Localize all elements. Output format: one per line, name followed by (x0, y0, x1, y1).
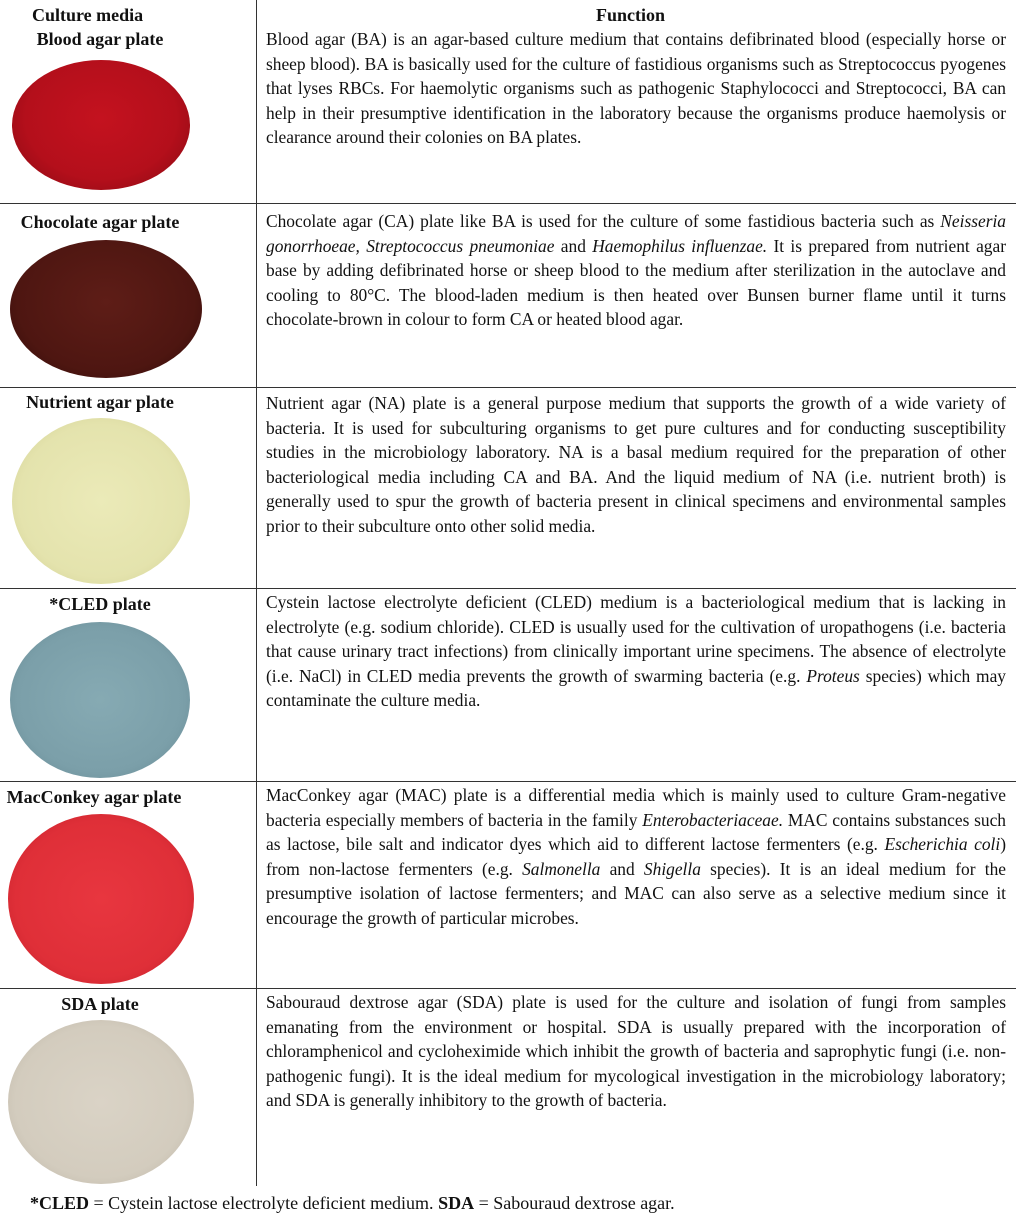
cled-description: Cystein lactose electrolyte deficient (CLED) medium is a bacteriological medium that is lacking in electrolyte (e.g. sodium chloride). CLED is usually used for the cultivation of uropathogens (i.e. bacteria that cause urinary tract infections) from clinically important urine specimens. The absence of electrolyte (i.e. NaCl) in CLED media prevents the growth of swarming bacteria (e.g. Proteus species) which may contaminate the culture media. (266, 592, 1007, 710)
nutrient-agar-description: Nutrient agar (NA) plate is a general purpose medium that supports the growth of a wide variety of bacteria. It is used for subculturing organisms to get pure cultures and for conducting susceptibility studies in the microbiology laboratory. NA is a basal medium required for the preparation of other bacteriological media including CA and BA. And the liquid medium of NA (i.e. nutrient broth) is generally used to spur the growth of bacteria present in clinical specimens and environmental samples prior to their subculture onto other solid media. (266, 393, 1006, 536)
media-name-blood-agar: Blood agar plate (36, 29, 164, 49)
row-border (0, 387, 1016, 388)
row-border (0, 588, 1016, 589)
abbreviations-footnote: *CLED = Cystein lactose electrolyte deficient medium. SDA = Sabouraud dextrose agar. (30, 1193, 675, 1213)
blood-agar-description: Blood agar (BA) is an agar-based culture medium that contains defibrinated blood (especially horse or sheep blood). BA is basically used for the culture of fastidious organisms such as Streptococcus pyogenes that lyses RBCs. For haemolytic organisms such as pathogenic Staphylococci and Streptococci, BA can help in their presumptive identification in the laboratory because the organisms produce haemolysis or clearance around their colonies on BA plates. (266, 29, 1006, 147)
row-border (0, 203, 1016, 204)
media-name-sda: SDA plate (61, 994, 139, 1014)
row-border (0, 781, 1016, 782)
media-name-cled: *CLED plate (49, 594, 151, 614)
header-culture-media: Culture media (32, 5, 144, 25)
column-divider (256, 0, 257, 1186)
sda-description: Sabouraud dextrose agar (SDA) plate is used for the culture and isolation of fungi from samples emanating from the environment or hospital. SDA is usually prepared with the incorporation of chloramphenicol and cycloheximide which inhibit the growth of bacteria and saprophytic fungi (i.e. non-pathogenic fungi). It is the ideal medium for mycological investigation in the microbiology laboratory; and SDA is generally inhibitory to the growth of bacteria. (266, 992, 1006, 1110)
chocolate-agar-plate-image (10, 240, 202, 378)
nutrient-agar-plate-image (12, 418, 190, 584)
macconkey-agar-description: MacConkey agar (MAC) plate is a differential media which is mainly used to culture Gram-negative bacteria especially members of bacteria in the family Enterobacteriaceae. MAC contains substances such as lactose, bile salt and indicator dyes which aid to different lactose fermenters (e.g. Escherichia coli) from non-lactose fermenters (e.g. Salmonella and Shigella species). It is an ideal medium for the presumptive isolation of lactose fermenters; and MAC can also serve as a selective medium since it encourage the growth of particular microbes. (266, 785, 1007, 928)
media-name-chocolate-agar: Chocolate agar plate (20, 212, 180, 232)
media-name-macconkey-agar: MacConkey agar plate (6, 787, 182, 807)
row-border (0, 988, 1016, 989)
sda-plate-image (8, 1020, 194, 1184)
chocolate-agar-description: Chocolate agar (CA) plate like BA is used for the culture of some fastidious bacteria such as Neisseria gonorrhoeae, Streptococcus pneumoniae and Haemophilus influenzae. It is prepared from nutrient agar base by adding defibrinated horse or sheep blood to the medium after sterilization in the autoclave and cooling to 80°C. The blood-laden medium is then heated over Bunsen burner flame until it turns chocolate-brown in colour to form CA or heated blood agar. (266, 211, 1006, 329)
header-function: Function (596, 5, 666, 25)
macconkey-agar-plate-image (8, 814, 194, 984)
media-name-nutrient-agar: Nutrient agar plate (26, 392, 174, 412)
blood-agar-plate-image (12, 60, 190, 190)
cled-plate-image (10, 622, 190, 778)
